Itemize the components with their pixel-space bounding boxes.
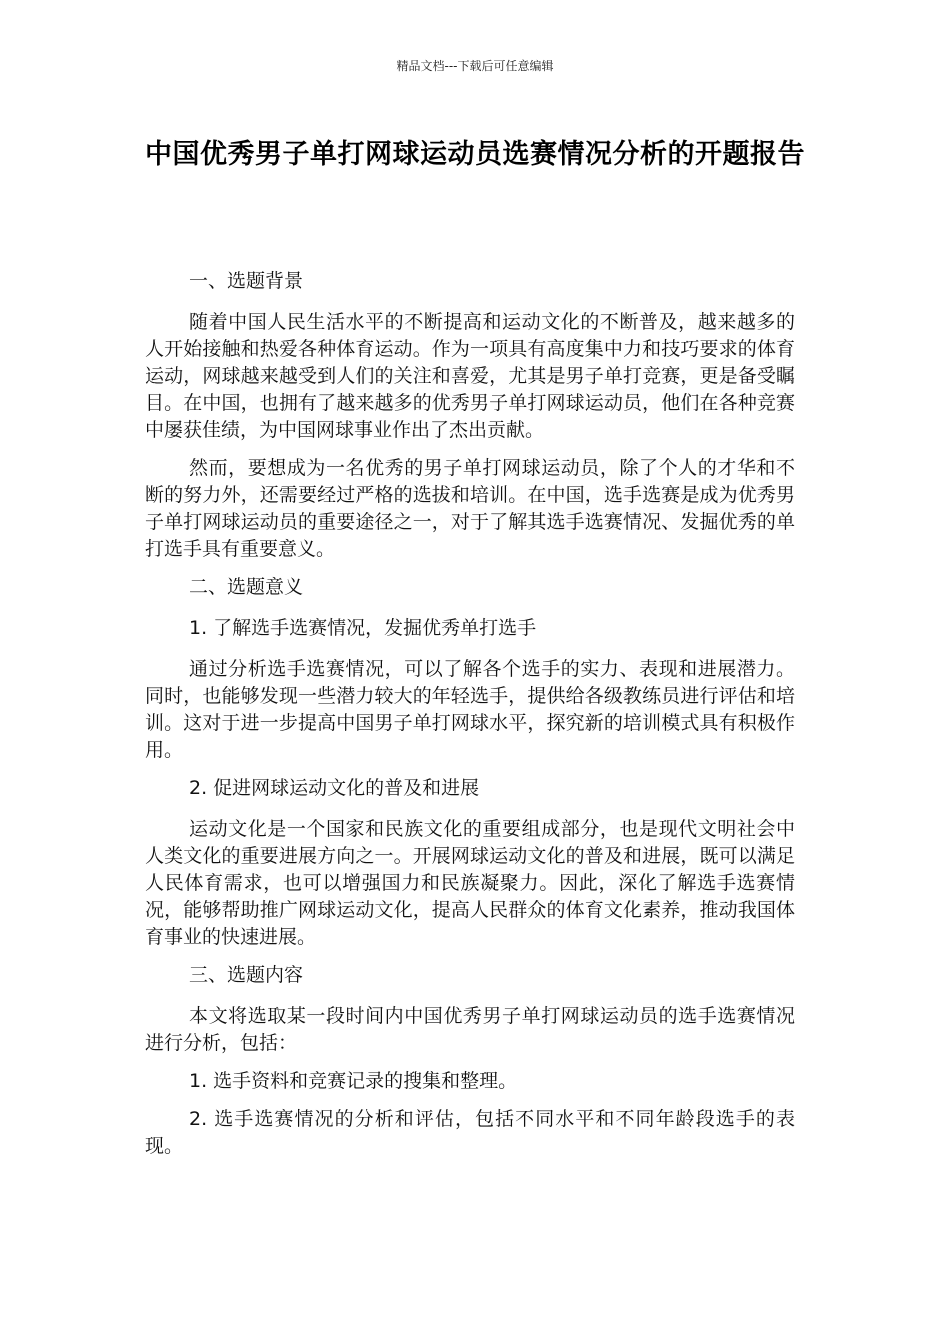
list-item-content-1: 1. 选手资料和竞赛记录的搜集和整理。 bbox=[189, 1070, 518, 1092]
paragraph-significance-2: 运动文化是一个国家和民族文化的重要组成部分，也是现代文明社会中人类文化的重要进展方向之一。开展网球运动文化的普及和进展，既可以满足人民体育需求，也可以增强国力和民族凝聚力。因此，深化了解选手选赛情况，能够帮助推广网球运动文化，提高人民群众的体育文化素养，推动我国体育事业的快速进展。 bbox=[145, 818, 795, 948]
header-note: 精品文档---下载后可任意编辑 bbox=[396, 59, 554, 73]
document-title: 中国优秀男子单打网球运动员选赛情况分析的开题报告 bbox=[145, 139, 805, 170]
document-body bbox=[145, 268, 795, 1171]
paragraph-background-1: 随着中国人民生活水平的不断提高和运动文化的不断普及，越来越多的人开始接触和热爱各种体育运动。作为一项具有高度集中力和技巧要求的体育运动，网球越来越受到人们的关注和喜爱，尤其是男子单打竞赛，更是备受瞩目。在中国，也拥有了越来越多的优秀男子单打网球运动员，他们在各种竞赛中屡获佳绩，为中国网球事业作出了杰出贡献。 bbox=[145, 311, 795, 441]
section-heading-significance: 二、选题意义 bbox=[189, 576, 304, 598]
section-heading-background: 一、选题背景 bbox=[189, 270, 304, 292]
paragraph-background-2: 然而，要想成为一名优秀的男子单打网球运动员，除了个人的才华和不断的努力外，还需要经过严格的选拔和培训。在中国，选手选赛是成为优秀男子单打网球运动员的重要途径之一，对于了解其选手选赛情况、发掘优秀的单打选手具有重要意义。 bbox=[145, 457, 795, 560]
list-item-content-2: 2. 选手选赛情况的分析和评估，包括不同水平和不同年龄段选手的表现。 bbox=[145, 1108, 795, 1157]
section-heading-content: 三、选题内容 bbox=[189, 964, 304, 986]
subheading-significance-2: 2. 促进网球运动文化的普及和进展 bbox=[189, 777, 480, 799]
paragraph-significance-1: 通过分析选手选赛情况，可以了解各个选手的实力、表现和进展潜力。同时，也能够发现一些潜力较大的年轻选手，提供给各级教练员进行评估和培训。这对于进一步提高中国男子单打网球水平，探究新的培训模式具有积极作用。 bbox=[145, 658, 795, 761]
subheading-significance-1: 1. 了解选手选赛情况，发掘优秀单打选手 bbox=[189, 617, 537, 639]
paragraph-content-intro: 本文将选取某一段时间内中国优秀男子单打网球运动员的选手选赛情况进行分析，包括： bbox=[145, 1005, 795, 1054]
